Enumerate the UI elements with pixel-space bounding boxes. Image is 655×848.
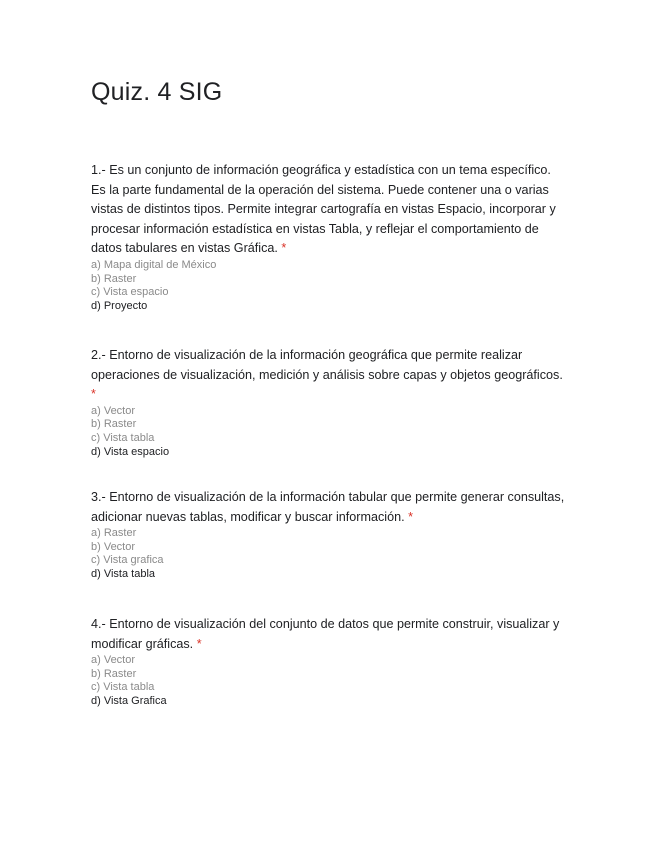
option-b[interactable]: b) Vector xyxy=(91,540,136,553)
question-4-text: 4.- Entorno de visualización del conjunto de datos que permite construir, visualizar y modificar gráficas. xyxy=(91,617,560,651)
required-asterisk: * xyxy=(91,387,96,402)
required-asterisk: * xyxy=(408,509,414,524)
page-title: Quiz. 4 SIG xyxy=(91,78,223,106)
answer-options xyxy=(91,259,565,313)
question-2-text: 2.- Entorno de visualización de la información geográfica que permite realizar operaciones de visualización, medición y análisis sobre capas y objetos geográficos. xyxy=(91,348,563,382)
question-3-text: 3.- Entorno de visualización de la información tabular que permite generar consultas, adicionar nuevas tablas, modificar y buscar información. xyxy=(91,490,565,524)
option-b[interactable]: b) Raster xyxy=(91,272,137,285)
option-a[interactable]: a) Raster xyxy=(91,527,137,540)
question-4 xyxy=(91,615,565,709)
question-1 xyxy=(91,161,565,313)
question-text xyxy=(91,615,565,654)
option-d-selected[interactable]: d) Vista espacio xyxy=(91,445,170,458)
answer-options xyxy=(91,405,565,459)
required-asterisk: * xyxy=(281,241,287,256)
answer-options xyxy=(91,654,565,708)
required-asterisk: * xyxy=(196,636,202,651)
option-b[interactable]: b) Raster xyxy=(91,667,137,680)
option-d-selected[interactable]: d) Vista tabla xyxy=(91,567,156,580)
question-text xyxy=(91,488,565,527)
option-c[interactable]: c) Vista grafica xyxy=(91,554,164,567)
option-c[interactable]: c) Vista espacio xyxy=(91,286,169,299)
option-a[interactable]: a) Vector xyxy=(91,654,136,667)
option-d-selected[interactable]: d) Vista Grafica xyxy=(91,694,167,707)
question-2 xyxy=(91,346,565,459)
option-d-selected[interactable]: d) Proyecto xyxy=(91,299,148,312)
question-text xyxy=(91,346,565,405)
option-c[interactable]: c) Vista tabla xyxy=(91,681,155,694)
question-text xyxy=(91,161,565,259)
question-3 xyxy=(91,488,565,582)
question-1-text: 1.- Es un conjunto de información geográfica y estadística con un tema específico. Es la parte fundamental de la operación del sistema. Puede contener una o varias vistas de distintos tipos. Permite integrar cartografía en vistas Espacio, incorporar y procesar información estadística en vistas Tabla, y reflejar el comportamiento de datos tabulares en vistas Gráfica. xyxy=(91,163,556,256)
answer-options xyxy=(91,527,565,581)
option-b[interactable]: b) Raster xyxy=(91,418,137,431)
option-c[interactable]: c) Vista tabla xyxy=(91,431,155,444)
option-a[interactable]: a) Vector xyxy=(91,404,136,417)
option-a[interactable]: a) Mapa digital de México xyxy=(91,258,217,271)
